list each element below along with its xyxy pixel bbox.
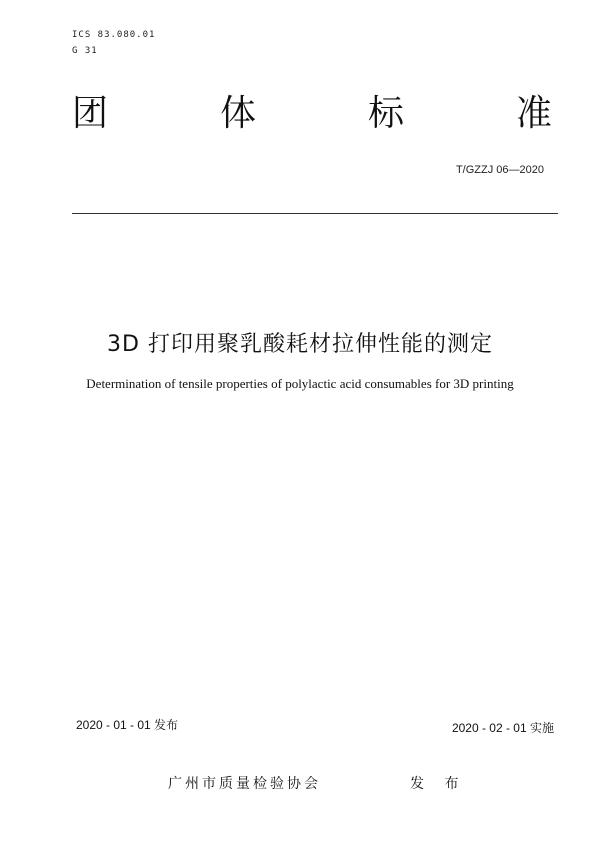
heading-char-2: 体 bbox=[219, 93, 256, 134]
header-divider bbox=[72, 213, 558, 214]
heading-char-3: 标 bbox=[367, 93, 404, 134]
title-chinese: 3D 打印用聚乳酸耗材拉伸性能的测定 bbox=[107, 332, 493, 357]
heading-char-1: 团 bbox=[72, 93, 109, 134]
publish-label: 发 布 bbox=[410, 776, 467, 792]
issue-date: 2020 - 01 - 01 发布 bbox=[76, 718, 179, 732]
title-english: Determination of tensile properties of polylactic acid consumables for 3D printing bbox=[86, 376, 514, 391]
standard-number: T/GZZJ 06—2020 bbox=[455, 164, 544, 176]
ccs-code: G 31 bbox=[72, 46, 98, 56]
document-type-heading bbox=[72, 93, 552, 134]
ics-code: ICS 83.080.01 bbox=[72, 30, 156, 40]
publisher-name: 广州市质量检验协会 bbox=[168, 776, 321, 792]
heading-char-4: 准 bbox=[515, 93, 552, 134]
implementation-date: 2020 - 02 - 01 实施 bbox=[451, 721, 554, 735]
